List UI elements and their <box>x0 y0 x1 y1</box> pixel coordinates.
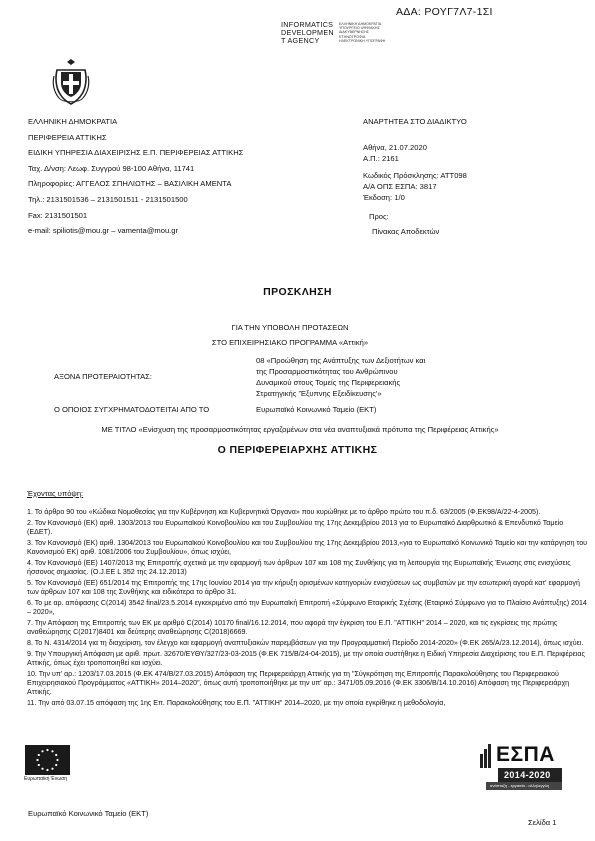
cofund-value: Ευρωπαϊκό Κοινωνικό Ταμείο (ΕΚΤ) <box>256 405 377 414</box>
sender-block <box>28 116 328 241</box>
sender-region: ΠΕΡΙΦΕΡΕΙΑ ΑΤΤΙΚΗΣ <box>28 132 107 142</box>
cofund-label: Ο ΟΠΟΙΟΣ ΣΥΓΧΡΗΜΑΤΟΔΟΤΕΙΤΑΙ ΑΠΟ ΤΟ <box>54 405 210 414</box>
list-item: 11. Την από 03.07.15 απόφαση της 1ης Επ. Παρακολούθησης του Ε.Π. "ΑΤΤΙΚΗ" 2014–2020, με την οποία εγκρίθηκε η μεθοδολογία, <box>27 699 446 707</box>
protocol-number: Α.Π.: 2161 <box>363 154 399 163</box>
logo-line-3: T AGENCY <box>281 36 320 46</box>
sender-country: ΕΛΛΗΝΙΚΗ ΔΗΜΟΚΡΑΤΙΑ <box>28 117 118 126</box>
axis-value-line: 08 «Προώθηση της Ανάπτυξης των Δεξιοτήτων και <box>256 356 426 365</box>
ops-id: Α/Α ΟΠΣ ΕΣΠΑ: 3817 <box>363 182 437 191</box>
list-item: 3. Τον Κανονισμό (ΕΚ) αριθ. 1304/2013 του Ευρωπαϊκού Κοινοβουλίου και του Συμβουλίου της 17ης Δεκεμβρίου 2013,«για το Ευρωπαϊκό Κοινωνικό Ταμείο και την κατάργηση του Κανονισμού ΕΚ) αριθ. 1081/2006 του Συμβουλίου», όπως ισχύει, <box>27 539 588 556</box>
page-number: Σελίδα 1 <box>528 818 557 827</box>
list-item: 1. Το άρθρο 90 του «Κώδικα Νομοθεσίας για την Κυβέρνηση και Κυβερνητικά Όργανα» που κυρώθηκε με το άρθρο πρώτο του π.δ. 63/2005 (Φ.ΕΚ98/Α/22-4-2005). <box>27 508 541 516</box>
espa-tagline: ανάπτυξη - εργασία - αλληλεγγύη <box>490 783 550 788</box>
logo-minor-1: ΕΛΛΗΝΙΚΗ ΔΗΜΟΚΡΑΤΙΑ <box>339 22 382 26</box>
sender-service: ΕΙΔΙΚΗ ΥΠΗΡΕΣΙΑ ΔΙΑΧΕΙΡΙΣΗΣ Ε.Π. ΠΕΡΙΦΕΡΕΙΑΣ ΑΤΤΙΚΗΣ <box>28 148 244 158</box>
logo-line-2: DEVELOPMEN <box>281 28 334 38</box>
list-item: 5. Τον Κανονισμό (ΕΕ) 651/2014 της Επιτροπής της 17ης Ιουνίου 2014 για την κήρυξη ορισμένων κατηγοριών ενισχύσεων ως συμβατών με την εσωτερική αγορά κατ' εφαρμογή των άρθρων 107 και 108 της Συνθήκης και ειδικότερα το άρθρο 31. <box>27 579 580 596</box>
informatics-agency-logo <box>281 20 391 62</box>
ada-code: ΑΔΑ: ΡΟΥΓ7Λ7-1ΣΙ <box>396 6 493 18</box>
logo-line-1: INFORMATICS <box>281 20 334 29</box>
meta-block <box>363 116 583 237</box>
considering-label: Έχοντας υπόψη: <box>27 489 84 498</box>
list-item: 2. Τον Κανονισμό (ΕΚ) αριθ. 1303/2013 του Ευρωπαϊκού Κοινοβουλίου και του Συμβουλίου της 17ης Δεκεμβρίου 2013 για το Ευρωπαϊκό Διαρθρωτικό & Επενδυτικό Ταμείο (ΕΔΕΤ). <box>27 519 564 536</box>
espa-logo <box>478 742 562 792</box>
list-item: 9. Την Υπουργική Απόφαση με αριθ. πρωτ. 32670/ΕΥΘΥ/327/23-03-2015 (Φ.ΕΚ 715/Β/24-04-2015), με την οποία συστήθηκε η Ειδική Υπηρεσία Διαχείρισης του Ε.Π. Περιφέρειας Αττικής, όπως έχει τροποποιηθεί και ισχύει. <box>27 650 585 667</box>
list-item: 10. Την υπ' αρ.: 1203/17.03.2015 (Φ.ΕΚ 474/Β/27.03.2015) Απόφαση της Περιφερειάρχη Αττικής για τη "Σύγκρότηση της Επιτροπής Παρακολούθησης του Περιφερειακού Επιχειρησιακού Προγράμματος «ΑΤΤΙΚΗ» 2014–2020", όπως αυτή τροποποιήθηκε με την υπ' αρ.: 3471/05.09.2016 (Φ.ΕΚ 3306/Β/14.10.2016) Απόφαση της Περιφερειάρχη Αττικής. <box>27 670 570 696</box>
greek-emblem-icon <box>51 56 91 106</box>
sender-phone: Τηλ.: 2131501536 – 2131501511 - 2131501500 <box>28 194 188 204</box>
regional-governor-heading: Ο ΠΕΡΙΦΕΡΕΙΑΡΧΗΣ ΑΤΤΙΚΗΣ <box>217 444 378 456</box>
sender-email: e-mail: spiliotis@mou.gr – vamenta@mou.gr <box>28 226 179 236</box>
logo-minor-2: ΥΠΟΥΡΓΕΙΟ ΨΗΦΙΑΚΗΣ <box>339 26 380 31</box>
list-item: 6. Το με αρ. απόφασης C(2014) 3542 final/23.5.2014 εγκεκριμένο από την Ευρωπαϊκή Επιτροπή «Σύμφωνο Εταιρικής Σχέσης (Εταιρικό Σύμφωνο για το Πλαίσιο Ανάπτυξης) 2014 – 2020», <box>27 599 587 616</box>
considerations-list <box>27 508 589 710</box>
list-item: 8. Το Ν. 4314/2014 για τη διαχείριση, τον έλεγχο και εφαρμογή αναπτυξιακών παρεμβάσεων για την Προγραμματική Περίοδο 2014-2020» (Φ.ΕΚ 265/Α/23.12.2014), όπως ισχύει. <box>27 639 584 647</box>
to-label: Προς: <box>369 212 389 221</box>
doc-date: Αθήνα, 21.07.2020 <box>363 143 427 152</box>
logo-minor-5: ΗΛΕΚΤΡΟΝΙΚΗ ΥΠΟΓΡΑΦΗ <box>339 38 386 43</box>
eu-caption: Ευρωπαϊκή Ένωση <box>24 776 67 782</box>
purpose-line: ΓΙΑ ΤΗΝ ΥΠΟΒΟΛΗ ΠΡΟΤΑΣΕΩΝ <box>231 323 349 332</box>
espa-title: ΕΣΠΑ <box>496 743 555 766</box>
axis-value-line: Στρατηγικής 'Έξυπνης Εξειδίκευσης'» <box>256 389 382 398</box>
sender-info: Πληροφορίες: ΑΓΓΕΛΟΣ ΣΠΗΛΙΩΤΗΣ – ΒΑΣΙΛΙΚΗ ΑΜΕΝΤΑ <box>28 179 232 189</box>
list-item: 4. Τον Κανονισμό (ΕΕ) 1407/2013 της Επιτροπής σχετικά με την εφαρμογή των άρθρων 107 και 108 της Συνθήκης για τη λειτουργία της Ευρωπαϊκής Ένωσης στις ενισχύσεις ήσσονος σημασίας. (Ο.J.EE L 352 της 24.12.2013) <box>27 559 571 576</box>
axis-value-line: της Προσαρμοστικότητας του Ανθρώπινου <box>256 367 398 376</box>
sender-fax: Fax: 2131501501 <box>28 210 88 220</box>
posting-note: ΑΝΑΡΤΗΤΕΑ ΣΤΟ ΔΙΑΔΙΚΤΥΟ <box>363 117 467 126</box>
list-item: 7. Την Απόφαση της Επιτροπής των ΕΚ με αριθμό C(2014) 10170 final/16.12.2014, που αφορά την έγκριση του Ε.Π. "ΑΤΤΙΚΗ" 2014 – 2020, και τις εγκρίσεις της πρώτης αναθεώρησης C(2017)8401 και δεύτερης αναθεώρησης C(2018)6669. <box>27 619 558 636</box>
sender-address: Ταχ. Δ/νση: Λεωφ. Συγγρού 98-100 Αθήνα, 11741 <box>28 163 195 173</box>
version: Έκδοση: 1/0 <box>363 193 405 202</box>
logo-minor-3: ΔΙΑΚΥΒΕΡΝΗΣΗΣ <box>339 30 370 35</box>
logo-minor-4: ΚΤΗΝΟΤΡΟΦΙΑ <box>339 34 366 39</box>
document-title: ΠΡΟΣΚΛΗΣΗ <box>263 286 332 298</box>
espa-period: 2014-2020 <box>504 770 551 780</box>
axis-label: ΑΞΟΝΑ ΠΡΟΤΕΡΑΙΟΤΗΤΑΣ: <box>54 372 152 381</box>
axis-value <box>256 355 516 399</box>
programme-line: ΣΤΟ ΕΠΙΧΕΙΡΗΣΙΑΚΟ ΠΡΟΓΡΑΜΜΑ «Αττική» <box>211 338 369 347</box>
axis-value-line: Δυναμικού στους Τομείς της Περιφερειακής <box>256 378 401 387</box>
footer-fund: Ευρωπαϊκό Κοινωνικό Ταμείο (ΕΚΤ) <box>28 809 149 818</box>
to-value: Πίνακας Αποδεκτών <box>372 227 440 236</box>
subject-line: ΜΕ ΤΙΤΛΟ «Ενίσχυση της προσαρμοστικότητας εργαζομένων στα νέα αναπτυξιακά πρότυπα της Περιφέρειας Αττικής» <box>101 425 499 434</box>
call-code: Κωδικός Πρόσκλησης: ΑΤΤ098 <box>363 171 467 180</box>
